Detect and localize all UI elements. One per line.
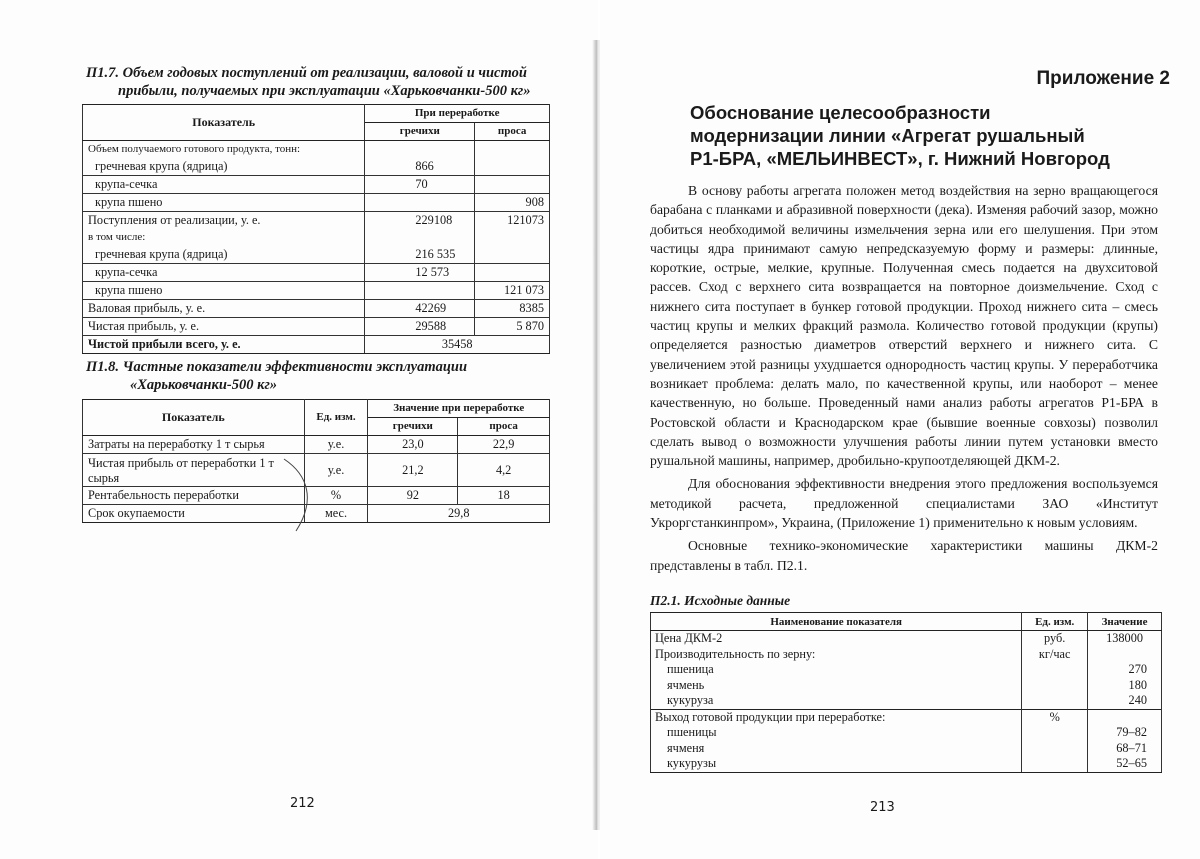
row-value-millet bbox=[475, 176, 550, 194]
table8-caption bbox=[86, 358, 467, 394]
table-row bbox=[83, 176, 550, 194]
row-unit: мес. bbox=[304, 505, 368, 523]
row-label: Затраты на переработку 1 т сырья bbox=[83, 436, 305, 454]
row-value: 52–65 bbox=[1088, 756, 1162, 772]
row-unit bbox=[1022, 756, 1088, 772]
row-label: Чистая прибыль, у. е. bbox=[83, 318, 365, 336]
row-unit: % bbox=[1022, 709, 1088, 725]
row-value-millet: 4,2 bbox=[458, 454, 550, 487]
row-label: гречневая крупа (ядрица) bbox=[83, 246, 365, 264]
table-row bbox=[651, 756, 1162, 772]
row-unit bbox=[1022, 662, 1088, 678]
row-label: крупа-сечка bbox=[83, 176, 365, 194]
row-value: 240 bbox=[1088, 693, 1162, 709]
table8-header-group: Значение при переработке bbox=[368, 400, 550, 418]
row-value bbox=[1088, 709, 1162, 725]
row-unit: кг/час bbox=[1022, 647, 1088, 663]
row-label: гречневая крупа (ядрица) bbox=[83, 158, 365, 176]
row-label: Объем получаемого готового продукта, тонн: bbox=[83, 141, 365, 159]
row-value-millet: 8385 bbox=[475, 300, 550, 318]
table8-caption-line1: П1.8. Частные показатели эффективности эксплуатации bbox=[86, 359, 468, 375]
row-value bbox=[1088, 647, 1162, 663]
table8-header-col2: проса bbox=[458, 418, 550, 436]
body-text bbox=[650, 181, 1158, 575]
table21-header-unit: Ед. изм. bbox=[1022, 613, 1088, 631]
table7-caption bbox=[86, 64, 531, 100]
left-page bbox=[0, 0, 598, 859]
table7-caption-line1: П1.7. Объем годовых поступлений от реализации, валовой и чистой bbox=[86, 65, 527, 81]
row-value-millet bbox=[475, 246, 550, 264]
row-value-buckwheat: 23,0 bbox=[368, 436, 458, 454]
row-value: 138000 bbox=[1088, 631, 1162, 647]
row-value-buckwheat bbox=[365, 194, 475, 212]
row-value-millet: 5 870 bbox=[475, 318, 550, 336]
pen-mark bbox=[270, 455, 330, 535]
row-value-buckwheat: 229108 bbox=[365, 212, 475, 230]
row-value-buckwheat: 21,2 bbox=[368, 454, 458, 487]
row-label: крупа пшено bbox=[83, 282, 365, 300]
row-label: Чистой прибыли всего, у. е. bbox=[83, 336, 365, 354]
row-value-buckwheat bbox=[365, 229, 475, 246]
row-label: крупа-сечка bbox=[83, 264, 365, 282]
row-value-buckwheat bbox=[365, 282, 475, 300]
table-row bbox=[651, 693, 1162, 709]
row-label: Поступления от реализации, у. е. bbox=[83, 212, 365, 230]
row-value: 270 bbox=[1088, 662, 1162, 678]
table-row bbox=[83, 282, 550, 300]
row-value-buckwheat: 866 bbox=[365, 158, 475, 176]
row-value-millet: 908 bbox=[475, 194, 550, 212]
table21-header-name: Наименование показателя bbox=[651, 613, 1022, 631]
row-value: 180 bbox=[1088, 678, 1162, 694]
row-unit bbox=[1022, 741, 1088, 757]
row-label: Цена ДКМ-2 bbox=[651, 631, 1022, 647]
row-value-buckwheat: 216 535 bbox=[365, 246, 475, 264]
row-value-buckwheat: 70 bbox=[365, 176, 475, 194]
table-row bbox=[651, 741, 1162, 757]
table-row bbox=[83, 212, 550, 230]
right-page bbox=[600, 0, 1200, 859]
row-unit: руб. bbox=[1022, 631, 1088, 647]
table7-header-group: При переработке bbox=[365, 105, 550, 123]
table7-header-col1: гречихи bbox=[365, 123, 475, 141]
table8-header-indicator: Показатель bbox=[83, 400, 305, 436]
table8-header-col1: гречихи bbox=[368, 418, 458, 436]
table7-header-indicator: Показатель bbox=[83, 105, 365, 141]
section-heading bbox=[690, 101, 1160, 170]
row-label: пшеницы bbox=[651, 725, 1022, 741]
row-value-millet: 18 bbox=[458, 487, 550, 505]
row-value: 68–71 bbox=[1088, 741, 1162, 757]
row-label: ячменя bbox=[651, 741, 1022, 757]
paragraph-2: Для обоснования эффективности внедрения этого предложения воспользуемся методикой расчета, предложенной специалистами ЗАО «Институт Укроргстанкинпром», Украина, (Приложение 1) применительно к новым условиям. bbox=[650, 476, 1158, 531]
table-row bbox=[651, 647, 1162, 663]
row-value-millet: 121073 bbox=[475, 212, 550, 230]
table-row bbox=[83, 141, 550, 159]
table-row bbox=[651, 709, 1162, 725]
table7-caption-line2: прибыли, получаемых при эксплуатации «Харьковчанки-500 кг» bbox=[118, 83, 531, 99]
row-value-millet: 22,9 bbox=[458, 436, 550, 454]
row-unit: % bbox=[304, 487, 368, 505]
page-number-left: 212 bbox=[290, 796, 315, 811]
heading-line-2: модернизации линии «Агрегат рушальный bbox=[690, 125, 1085, 146]
table21 bbox=[650, 612, 1162, 773]
table-row bbox=[83, 264, 550, 282]
row-unit bbox=[1022, 678, 1088, 694]
table21-header-value: Значение bbox=[1088, 613, 1162, 631]
paragraph-1: В основу работы агрегата положен метод воздействия на зерно вращающегося барабана с планками и абразивной поверхности (дека). Изменяя рабочий зазор, можно добиться необходимой величины измельчения зерна или его шелушения. При этом частицы ядра принимают самую непредсказуемую форму и размеры: длинные, короткие, острые, мелкие, крупные. Полученная смесь подается на двухситовой рассев. Сход с верхнего сита возвращается на повторное доизмельчение. Сход с нижнего сита поступает в бункер готовой продукции. Проход нижнего сита – смесь частиц крупы и мелких фракций размола. Количество готовой продукции (крупы) определяется разностью диаметров отверстий верхнего и нижнего сита. С увеличением этой разницы ухудшается однородность частиц крупы. У переработчика возникает проблема: делать мало, по качественной крупы, или наоборот – менее качественную, но больше. Проведенный нами анализ работы агрегатов Р1-БРА в Ростовской области и Краснодарском крае (бывшие военные совхозы) позволил сделать вывод о возможности улучшения работы линии путем установки вместо рушальной машины, например, дробильно-крупоотделяющей ДКМ-2. bbox=[650, 183, 1158, 469]
row-unit: у.е. bbox=[304, 436, 368, 454]
table-row bbox=[83, 300, 550, 318]
row-label: кукуруза bbox=[651, 693, 1022, 709]
table-row bbox=[651, 662, 1162, 678]
table8-header-unit: Ед. изм. bbox=[304, 400, 368, 436]
row-unit: у.е. bbox=[304, 454, 368, 487]
row-label: Производительность по зерну: bbox=[651, 647, 1022, 663]
paragraph-3: Основные технико-экономические характеристики машины ДКМ-2 представлены в табл. П2.1. bbox=[650, 538, 1158, 573]
bleed-through-text bbox=[70, 520, 570, 760]
row-unit bbox=[1022, 693, 1088, 709]
row-value-buckwheat: 42269 bbox=[365, 300, 475, 318]
row-value-millet bbox=[475, 158, 550, 176]
row-label: Валовая прибыль, у. е. bbox=[83, 300, 365, 318]
heading-line-1: Обоснование целесообразности bbox=[690, 102, 991, 123]
table-row bbox=[83, 336, 550, 354]
row-label: ячмень bbox=[651, 678, 1022, 694]
table-row bbox=[83, 158, 550, 176]
row-value-millet bbox=[475, 264, 550, 282]
table-row bbox=[83, 318, 550, 336]
row-unit bbox=[1022, 725, 1088, 741]
table-row bbox=[83, 436, 550, 454]
appendix-label: Приложение 2 bbox=[1036, 68, 1170, 89]
row-label: Чистая прибыль от переработки 1 т сырья bbox=[83, 454, 305, 487]
table7-header-col2: проса bbox=[475, 123, 550, 141]
row-value-payback: 29,8 bbox=[368, 505, 550, 523]
table-row bbox=[651, 725, 1162, 741]
heading-line-3: Р1-БРА, «МЕЛЬИНВЕСТ», г. Нижний Новгород bbox=[690, 148, 1110, 169]
page-number-right: 213 bbox=[870, 800, 895, 815]
table21-caption: П2.1. Исходные данные bbox=[650, 593, 791, 608]
row-value-buckwheat bbox=[365, 141, 475, 159]
row-label: кукурузы bbox=[651, 756, 1022, 772]
row-label: в том числе: bbox=[83, 229, 365, 246]
row-value-millet: 121 073 bbox=[475, 282, 550, 300]
table-row bbox=[651, 631, 1162, 647]
row-label: Рентабельность переработки bbox=[83, 487, 305, 505]
row-value-buckwheat: 12 573 bbox=[365, 264, 475, 282]
row-value-buckwheat: 29588 bbox=[365, 318, 475, 336]
table-row bbox=[651, 678, 1162, 694]
table-row bbox=[83, 194, 550, 212]
table-row bbox=[83, 229, 550, 246]
row-value-total: 35458 bbox=[365, 336, 550, 354]
table8-caption-line2: «Харьковчанки-500 кг» bbox=[130, 377, 278, 393]
row-value-millet bbox=[475, 141, 550, 159]
row-value: 79–82 bbox=[1088, 725, 1162, 741]
row-label: пшеница bbox=[651, 662, 1022, 678]
table-row bbox=[83, 246, 550, 264]
row-value-millet bbox=[475, 229, 550, 246]
table7 bbox=[82, 104, 550, 354]
row-label: крупа пшено bbox=[83, 194, 365, 212]
row-label: Срок окупаемости bbox=[83, 505, 305, 523]
row-value-buckwheat: 92 bbox=[368, 487, 458, 505]
row-label: Выход готовой продукции при переработке: bbox=[651, 709, 1022, 725]
